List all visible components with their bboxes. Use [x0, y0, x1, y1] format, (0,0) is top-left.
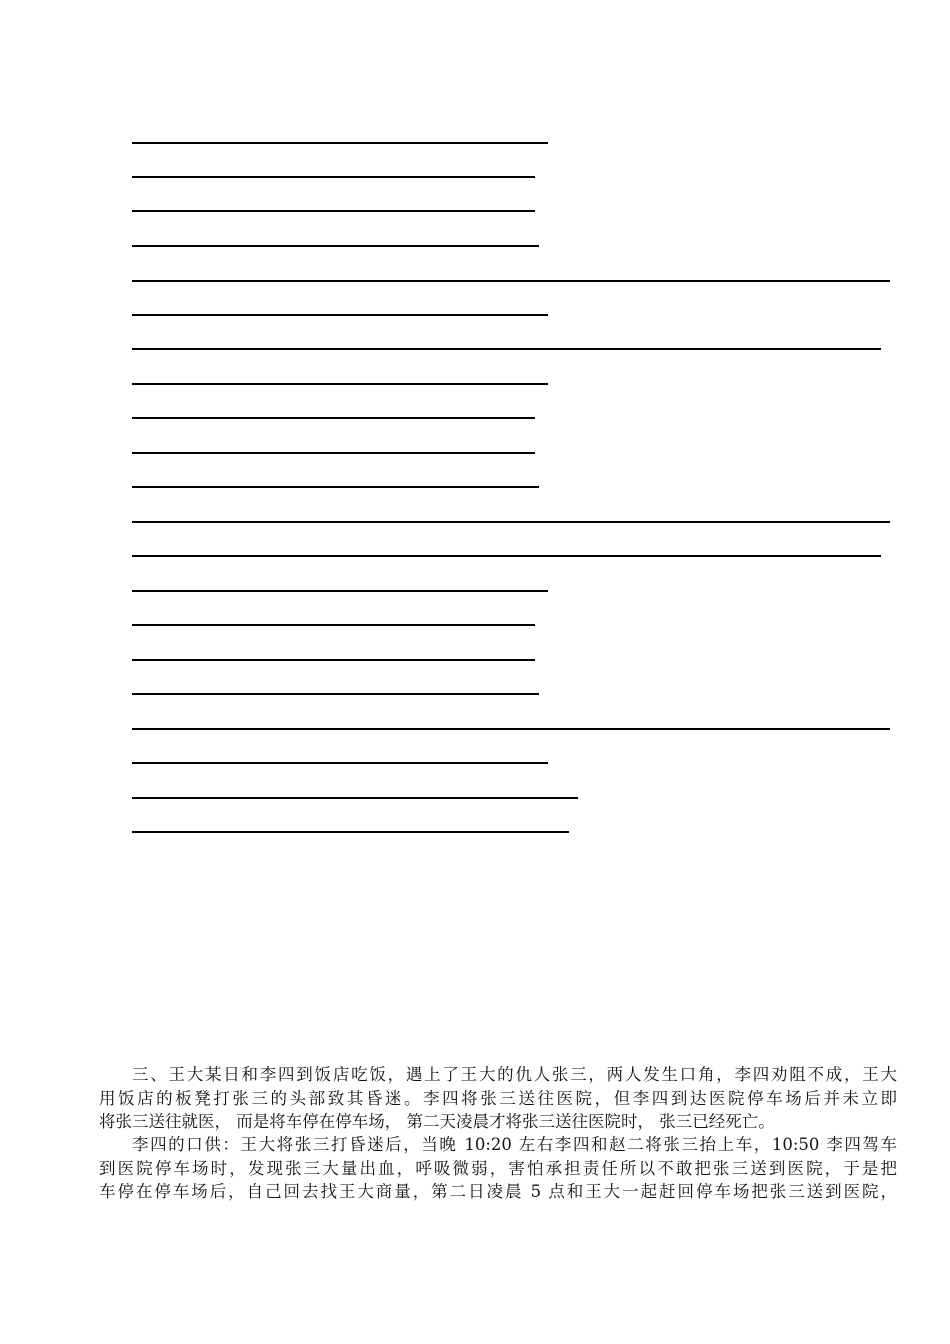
answer-line [132, 693, 539, 695]
testimony-paragraph [99, 1133, 897, 1204]
text-line: 将张三送往就医， 而是将车停在停车场， 第二天凌晨才将张三送往医院时， 张三已经死亡。 [99, 1112, 775, 1131]
answer-line [132, 383, 548, 385]
answer-line [132, 590, 548, 592]
answer-line [132, 348, 881, 350]
text-line: 三、王大某日和李四到饭店吃饭，遇上了王大的仇人张三，两人发生口角，李四劝阻不成，王大 [132, 1065, 897, 1084]
answer-line [132, 210, 535, 212]
answer-line [132, 314, 548, 316]
answer-line [132, 142, 548, 144]
answer-line [132, 176, 535, 178]
answer-line [132, 417, 535, 419]
text-line: 用饭店的板凳打张三的头部致其昏迷。李四将张三送往医院，但李四到达医院停车场后并未立即 [99, 1088, 897, 1108]
case-paragraph [99, 1063, 897, 1134]
answer-line [132, 555, 881, 557]
answer-line [132, 245, 539, 247]
answer-line [132, 452, 535, 454]
answer-line [132, 831, 569, 833]
text-line: 车停在停车场后，自己回去找王大商量，第二日凌晨 5 点和王大一起赶回停车场把张三送到医院， [99, 1182, 897, 1201]
answer-line [132, 659, 535, 661]
answer-line [132, 280, 890, 282]
answer-line [132, 797, 578, 799]
answer-line [132, 624, 535, 626]
answer-line [132, 728, 890, 730]
text-line: 到医院停车场时，发现张三大量出血，呼吸微弱，害怕承担责任所以不敢把张三送到医院，于是把 [99, 1158, 897, 1178]
text-line: 李四的口供：王大将张三打昏迷后，当晚 10:20 左右李四和赵二将张三抬上车，10:50 李四驾车 [132, 1135, 897, 1154]
answer-line [132, 521, 890, 523]
answer-line [132, 486, 539, 488]
answer-line [132, 762, 548, 764]
